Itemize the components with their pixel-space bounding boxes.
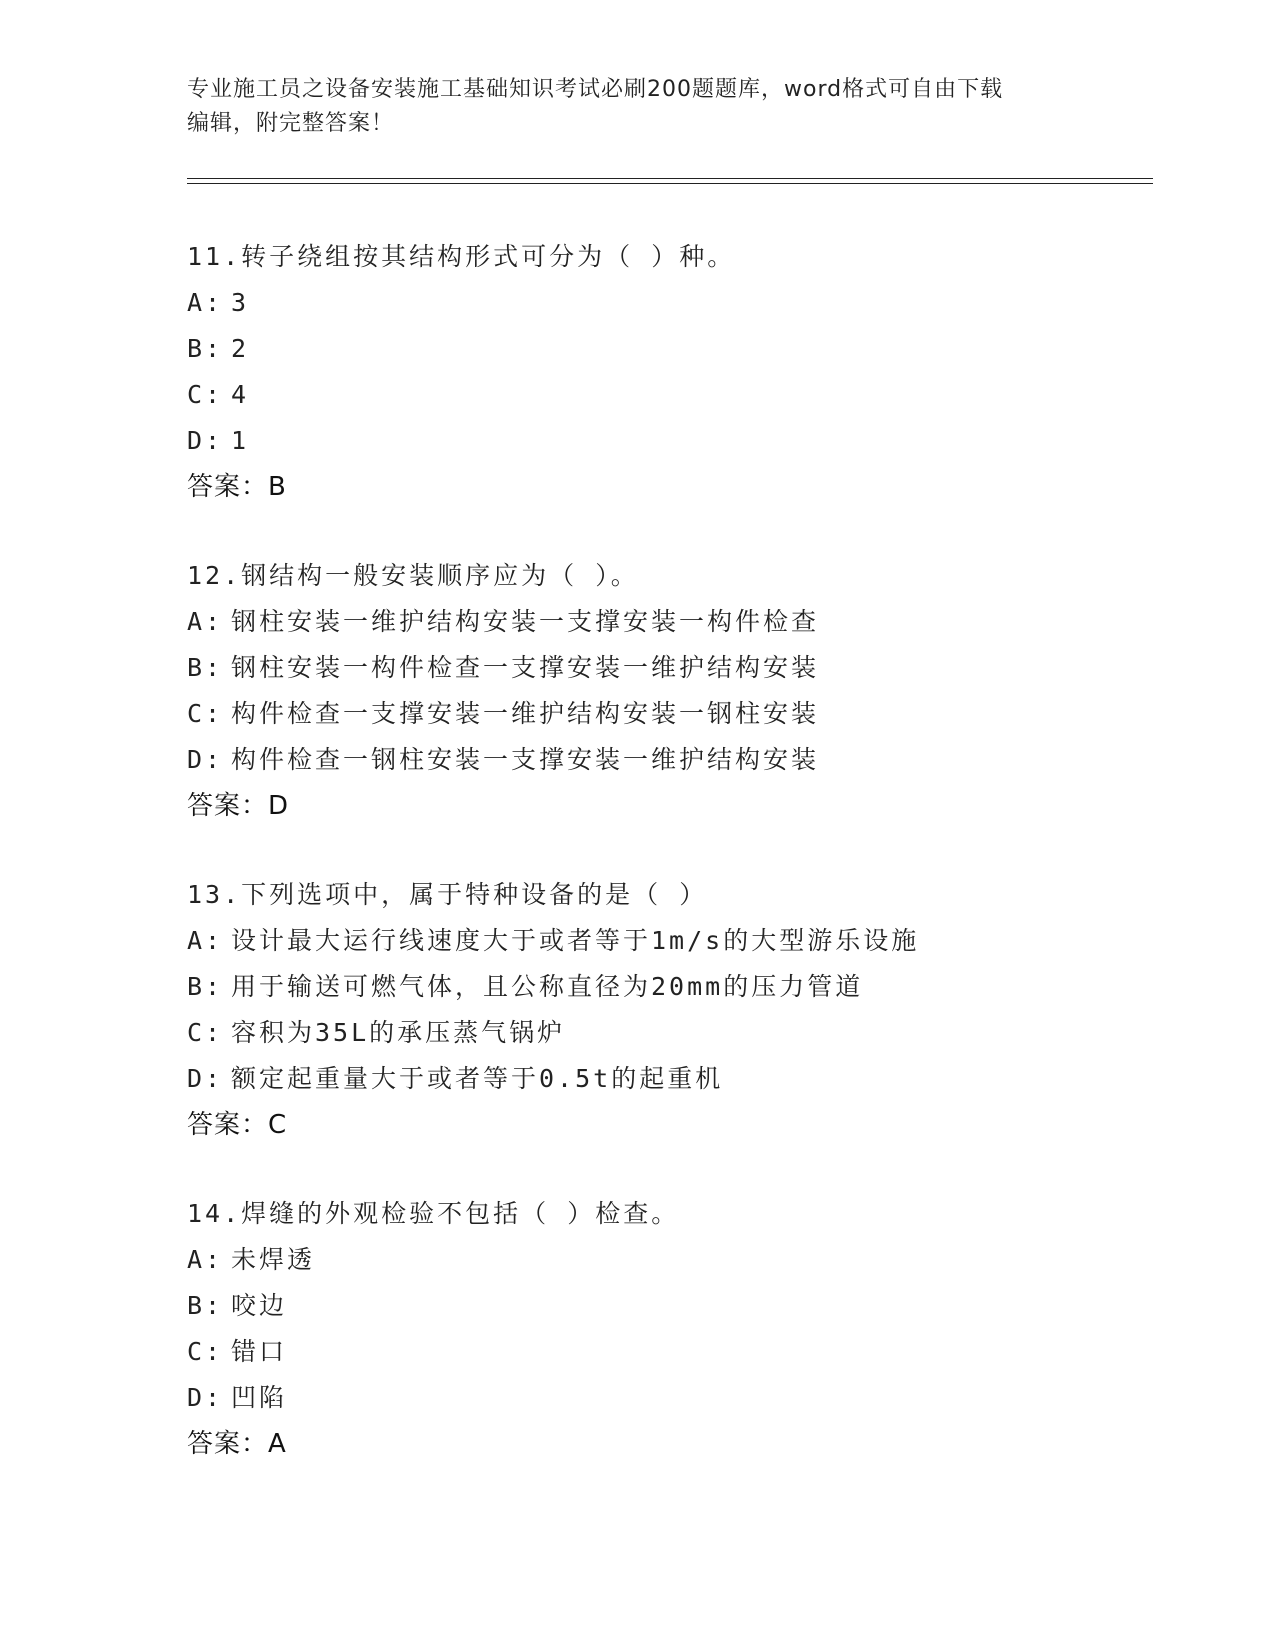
question-13 (187, 872, 1167, 1148)
option-label: C: (187, 1337, 224, 1366)
question-12 (187, 553, 1167, 829)
option-c (187, 1329, 1167, 1375)
option-a (187, 599, 1167, 645)
option-label: C: (187, 380, 224, 409)
option-label: B: (187, 334, 224, 363)
option-text: 钢柱安装一构件检查一支撑安装一维护结构安装 (231, 653, 820, 682)
answer-line: 答案：B (187, 472, 287, 502)
option-label: D: (187, 1383, 224, 1412)
option-a (187, 918, 1167, 964)
option-text: 错口 (231, 1337, 288, 1366)
answer-line: 答案：D (187, 791, 290, 821)
option-text: 设计最大运行线速度大于或者等于1m/s的大型游乐设施 (231, 926, 920, 955)
option-b (187, 645, 1167, 691)
question-stem: 12.钢结构一般安装顺序应为（ ）。 (187, 561, 639, 590)
header-divider-top (187, 178, 1153, 179)
option-d (187, 1056, 1167, 1102)
option-label: A: (187, 288, 224, 317)
question-14 (187, 1191, 1167, 1467)
option-text: 钢柱安装一维护结构安装一支撑安装一构件检查 (231, 607, 820, 636)
option-text: 构件检查一支撑安装一维护结构安装一钢柱安装 (231, 699, 820, 728)
option-c (187, 691, 1167, 737)
header-divider-bottom (187, 183, 1153, 184)
question-stem: 14.焊缝的外观检验不包括（ ）检查。 (187, 1199, 680, 1228)
option-label: C: (187, 699, 224, 728)
question-stem: 13.下列选项中，属于特种设备的是（ ） (187, 880, 708, 909)
document-header (187, 73, 1087, 141)
option-text: 凹陷 (231, 1383, 288, 1412)
option-text: 未焊透 (231, 1245, 316, 1274)
option-text: 2 (231, 334, 250, 363)
option-label: D: (187, 426, 224, 455)
option-text: 容积为35L的承压蒸气锅炉 (231, 1018, 566, 1047)
option-label: B: (187, 653, 224, 682)
option-c (187, 1010, 1167, 1056)
option-d (187, 418, 1167, 464)
header-title-line-2: 编辑，附完整答案！ (187, 111, 395, 136)
option-d (187, 737, 1167, 783)
option-label: A: (187, 926, 224, 955)
option-text: 用于输送可燃气体，且公称直径为20mm的压力管道 (231, 972, 864, 1001)
option-d (187, 1375, 1167, 1421)
option-label: A: (187, 607, 224, 636)
option-b (187, 964, 1167, 1010)
option-label: C: (187, 1018, 224, 1047)
option-a (187, 280, 1167, 326)
option-text: 构件检查一钢柱安装一支撑安装一维护结构安装 (231, 745, 820, 774)
header-title-line-1: 专业施工员之设备安装施工基础知识考试必刷200题题库，word格式可自由下载 (187, 77, 1004, 102)
option-b (187, 326, 1167, 372)
option-c (187, 372, 1167, 418)
option-label: D: (187, 1064, 224, 1093)
question-stem: 11.转子绕组按其结构形式可分为（ ）种。 (187, 242, 736, 271)
question-11 (187, 234, 1167, 510)
option-text: 1 (231, 426, 250, 455)
option-label: D: (187, 745, 224, 774)
option-text: 咬边 (231, 1291, 288, 1320)
option-text: 额定起重量大于或者等于0.5t的起重机 (231, 1064, 724, 1093)
answer-line: 答案：C (187, 1110, 288, 1140)
option-label: B: (187, 1291, 224, 1320)
option-label: B: (187, 972, 224, 1001)
answer-line: 答案：A (187, 1429, 287, 1459)
option-label: A: (187, 1245, 224, 1274)
option-text: 4 (231, 380, 250, 409)
option-b (187, 1283, 1167, 1329)
option-text: 3 (231, 288, 250, 317)
option-a (187, 1237, 1167, 1283)
